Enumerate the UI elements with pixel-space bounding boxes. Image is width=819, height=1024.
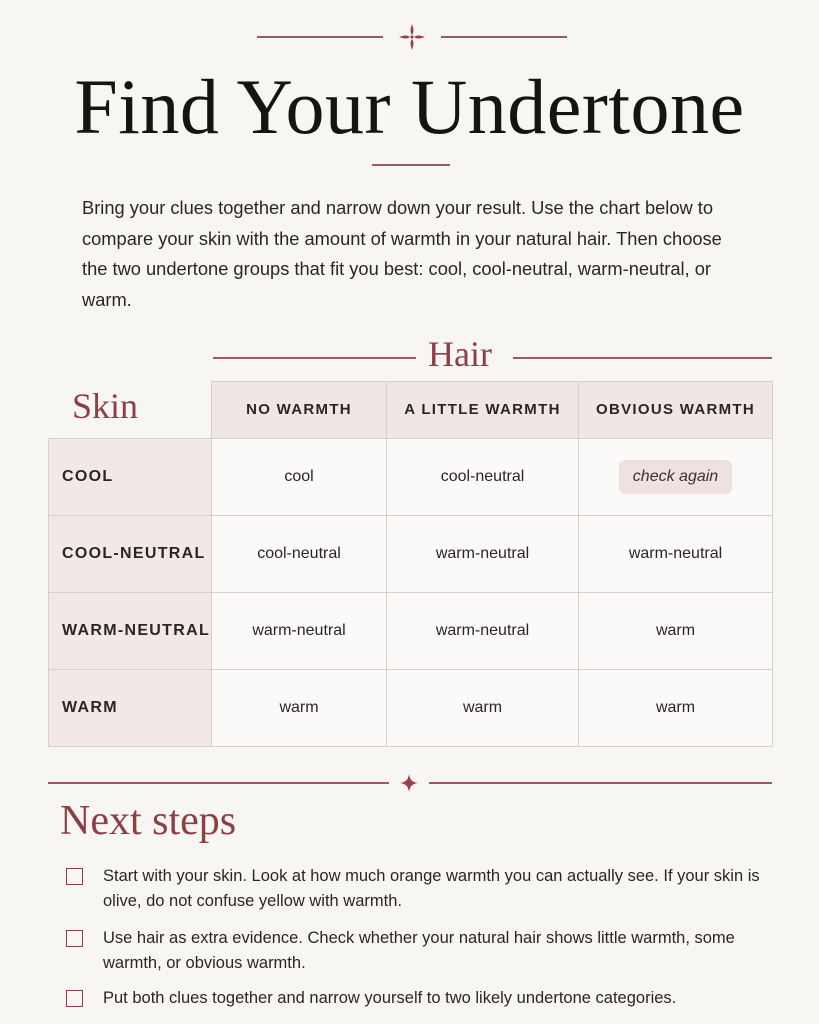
column-header-a-little-warmth: A LITTLE WARMTH — [404, 401, 561, 418]
hair-heading: Hair — [428, 334, 492, 374]
grid-line — [772, 381, 773, 746]
table-cell: warm-neutral — [435, 621, 530, 639]
intro-paragraph: Bring your clues together and narrow down your result. Use the chart below to compare your skin with the amount of warmth in your natural hair. Then choose the two undertone groups that fit you best: cool, cool-neutral, warm-neutral, or warm. — [82, 197, 722, 310]
check-again-badge: check again — [619, 460, 732, 494]
row-header-cool: COOL — [62, 467, 114, 485]
hair-rule-left — [213, 357, 416, 359]
next-steps-heading: Next steps — [60, 798, 237, 844]
column-header-no-warmth: NO WARMTH — [246, 401, 352, 418]
row-header-warm-neutral: WARM-NEUTRAL — [62, 621, 211, 639]
checklist-item — [66, 986, 766, 1012]
table-cell: warm — [655, 621, 696, 639]
checklist-item-text: Use hair as extra evidence. Check whether your natural hair shows little warmth, some warmth, or obvious warmth. — [103, 929, 735, 972]
checkbox-icon[interactable] — [66, 868, 83, 885]
table-cell-highlighted — [579, 438, 772, 515]
checklist-item — [66, 864, 766, 914]
page-title: Find Your Undertone — [74, 63, 745, 150]
checkbox-icon[interactable] — [66, 990, 83, 1007]
table-cell: warm — [655, 698, 696, 716]
diamond-star-icon — [400, 774, 418, 792]
hair-rule-right — [513, 357, 772, 359]
table-cell: cool-neutral — [257, 544, 341, 562]
divider-rule-right — [429, 782, 772, 784]
fleur-ornament-icon — [397, 22, 427, 52]
checkbox-icon[interactable] — [66, 930, 83, 947]
table-cell: warm-neutral — [252, 621, 346, 639]
row-header-warm: WARM — [62, 698, 118, 716]
table-cell: warm — [279, 698, 319, 716]
table-cell: cool-neutral — [440, 467, 525, 485]
top-rule-right — [441, 36, 567, 38]
checklist-item — [66, 926, 766, 976]
top-rule-left — [257, 36, 383, 38]
checklist-item-text: Start with your skin. Look at how much orange warmth you can actually see. If your skin is olive, do not confuse yellow with warmth. — [103, 867, 760, 910]
divider-rule-left — [48, 782, 389, 784]
checklist-item-text: Put both clues together and narrow yourself to two likely undertone categories. — [103, 989, 677, 1007]
title-underline — [372, 164, 450, 166]
table-cell: cool — [284, 467, 314, 485]
table-cell: warm-neutral — [628, 544, 723, 562]
column-header-obvious-warmth: OBVIOUS WARMTH — [595, 401, 756, 418]
grid-line — [48, 746, 773, 747]
table-cell: warm-neutral — [435, 544, 530, 562]
row-header-cool-neutral: COOL-NEUTRAL — [62, 544, 206, 562]
grid-line — [48, 438, 49, 746]
table-cell: warm — [462, 698, 503, 716]
skin-heading: Skin — [72, 386, 139, 426]
